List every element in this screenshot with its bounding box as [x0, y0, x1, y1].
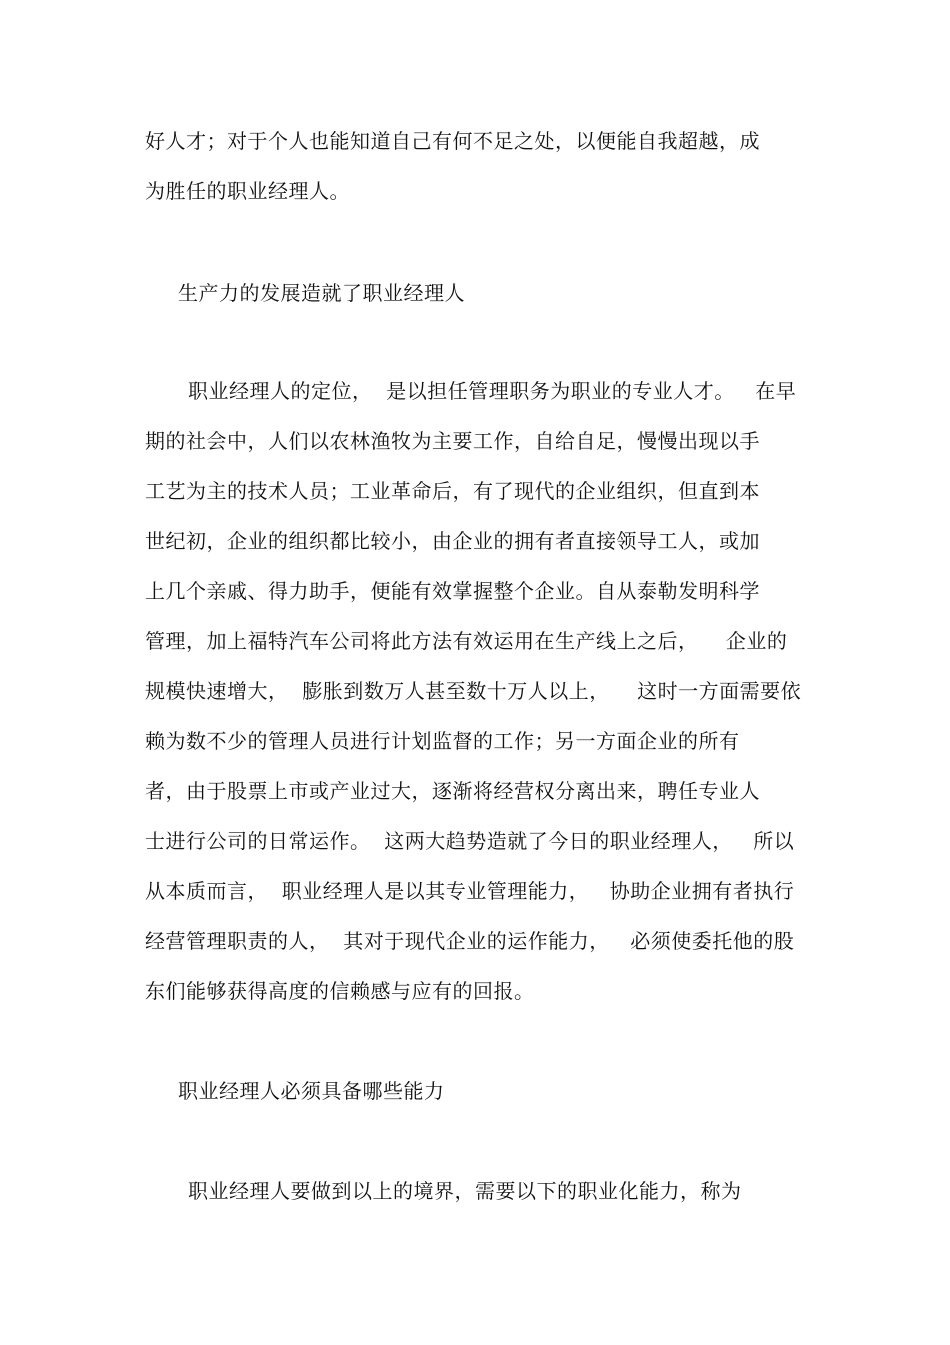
- paragraph-2-line-6: 管理，加上福特汽车公司将此方法有效运用在生产线上之后， 企业的: [145, 629, 788, 653]
- paragraph-2-line-5: 上几个亲戚、得力助手，便能有效掌握整个企业。自从泰勒发明科学: [145, 579, 760, 603]
- paragraph-2-line-10: 士进行公司的日常运作。 这两大趋势造就了今日的职业经理人， 所以: [145, 829, 795, 853]
- paragraph-3-line-1: 职业经理人要做到以上的境界，需要以下的职业化能力，称为: [188, 1179, 742, 1203]
- paragraph-2-line-1: 职业经理人的定位， 是以担任管理职务为职业的专业人才。 在早: [188, 379, 797, 403]
- paragraph-1-line-1: 好人才；对于个人也能知道自己有何不足之处，以便能自我超越，成: [145, 129, 760, 153]
- paragraph-2-line-12: 经营管理职责的人， 其对于现代企业的运作能力， 必须使委托他的股: [145, 929, 795, 953]
- paragraph-1-line-2: 为胜任的职业经理人。: [145, 179, 350, 203]
- paragraph-2-line-2: 期的社会中，人们以农林渔牧为主要工作，自给自足，慢慢出现以手: [145, 429, 760, 453]
- paragraph-2-line-7: 规模快速增大， 膨胀到数万人甚至数十万人以上， 这时一方面需要依: [145, 679, 802, 703]
- section-heading-2: 职业经理人必须具备哪些能力: [178, 1079, 445, 1103]
- paragraph-2-line-3: 工艺为主的技术人员；工业革命后，有了现代的企业组织，但直到本: [145, 479, 760, 503]
- paragraph-2-line-4: 世纪初，企业的组织都比较小，由企业的拥有者直接领导工人，或加: [145, 529, 760, 553]
- paragraph-2-line-8: 赖为数不少的管理人员进行计划监督的工作；另一方面企业的所有: [145, 729, 740, 753]
- paragraph-2-line-9: 者，由于股票上市或产业过大，逐渐将经营权分离出来，聘任专业人: [145, 779, 760, 803]
- paragraph-2-line-11: 从本质而言， 职业经理人是以其专业管理能力， 协助企业拥有者执行: [145, 879, 795, 903]
- section-heading-1: 生产力的发展造就了职业经理人: [178, 281, 465, 305]
- paragraph-2-line-13: 东们能够获得高度的信赖感与应有的回报。: [145, 979, 535, 1003]
